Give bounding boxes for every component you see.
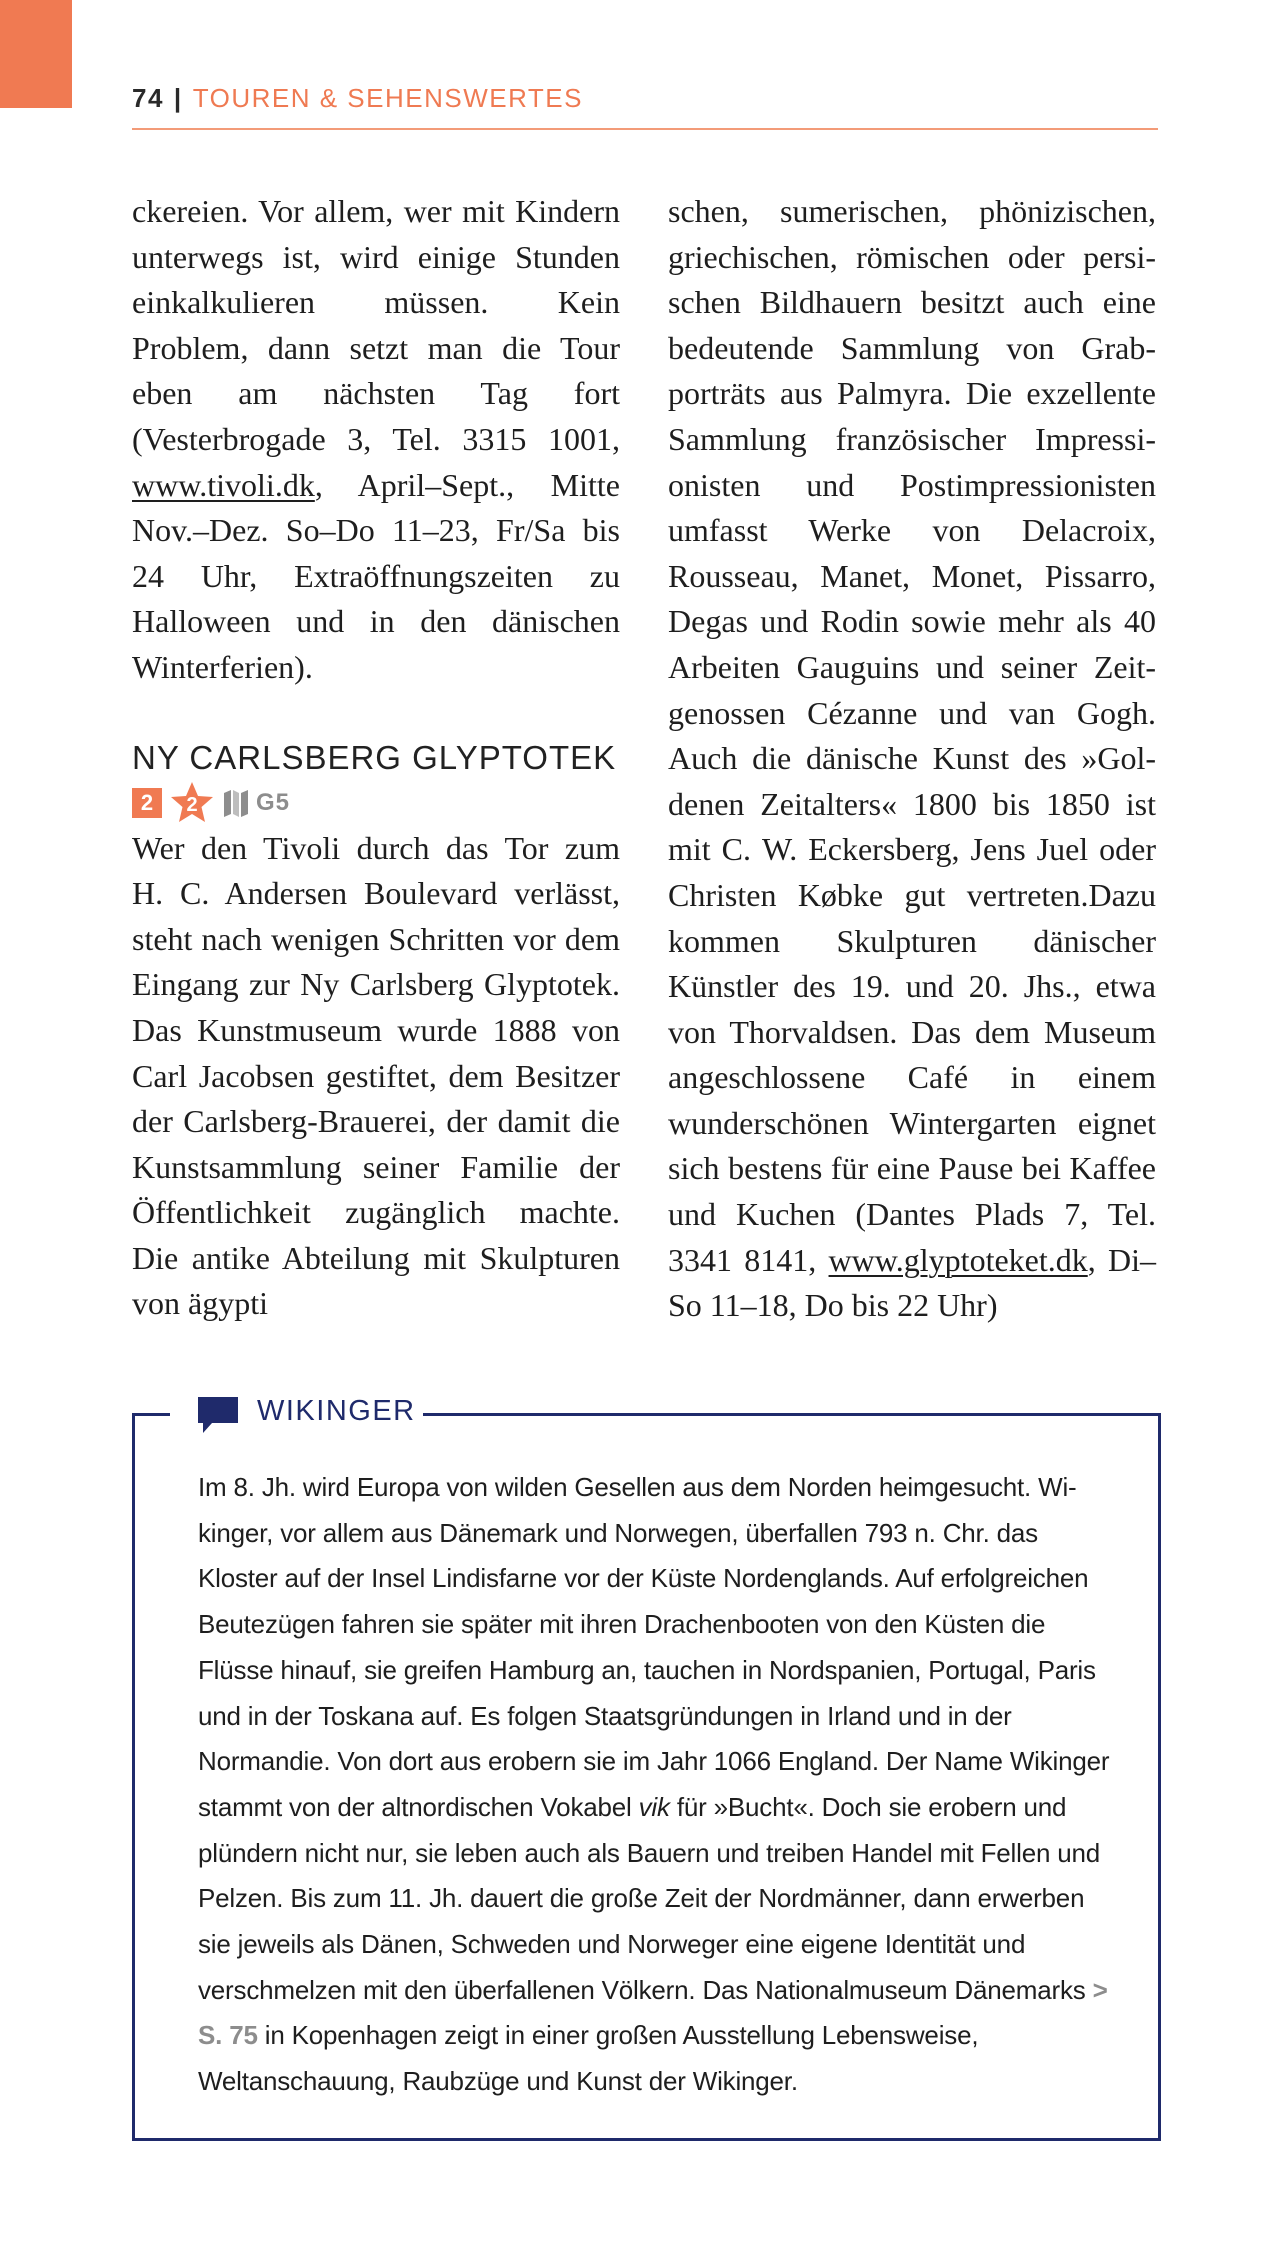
tivoli-text-after-link: , April–Sept., Mitte Nov.–Dez. So–Do 11–23, Fr/Sa bis 24 Uhr, Extraöffnungszeiten zu Halloween und in den dänischen Winterferien). — [132, 466, 620, 685]
section-heading: NY CARLSBERG GLYPTOTEK — [132, 738, 617, 776]
header-separator: | — [173, 83, 183, 113]
star-number: 2 — [186, 793, 198, 816]
page-reference-link[interactable]: > S. 75 — [198, 1974, 1108, 2051]
box-text-part-2: für »Bucht«. Doch sie erobern und plündern nicht nur, sie leben auch als Bauern und treiben Handel mit Fellen und Pelzen. Bis zum 11. Jh. dauert die große Zeit der Nordmänner, dann erwerben sie jeweils als Dänen, Schweden und Norweger eine eigene Identität und verschmelzen mit den überfallenen Völkern. Das Nationalmuseum Dänemarks — [198, 1791, 1101, 2005]
glyptotek-text-right — [668, 189, 1156, 1329]
section-label: TOUREN & SEHENSWERTES — [192, 83, 583, 113]
running-header — [132, 80, 1158, 130]
page-number: 74 — [132, 83, 164, 113]
wikinger-info-box — [132, 1395, 1161, 2141]
star-badge — [170, 781, 214, 825]
box-title: WIKINGER — [257, 1395, 416, 1427]
box-text-part-1: Im 8. Jh. wird Europa von wilden Gesellen aus dem Norden heimgesucht. Wikinger, vor allem aus Dänemark und Norwegen, überfallen 793 n. Chr. das Kloster auf der Insel Lindisfarne vor der Küste Nordenglands. Auf erfolgreichen Beutezügen fahren sie später mit ihren Drachenbooten von den Küsten die Flüsse hinauf, sie greifen Hamburg an, tauchen in Nordspanien, Portugal, Paris und in der Toskana auf. Es folgen Staatsgründungen in Irland und in der Normandie. Von dort aus erobern sie im Jahr 1066 England. Der Name Wikinger stammt von der altnordischen Vokabel — [198, 1472, 1110, 1822]
tivoli-text-before-link: ckereien. Vor allem, wer mit Kindern unterwegs ist, wird einige Stunden einkalkulieren müssen. Kein Problem, dann setzt man die Tour eben am nächsten Tag fort (Vesterbrogade 3, Tel. 3315 1001, — [132, 193, 620, 457]
left-column — [132, 189, 620, 1327]
box-border-top-right — [423, 1413, 1161, 1416]
rating-badge: 2 — [132, 788, 162, 818]
box-border-top-left — [132, 1413, 170, 1416]
right-column — [668, 189, 1156, 1329]
tivoli-link[interactable]: www.tivoli.dk — [132, 466, 315, 503]
box-text-italic: vik — [638, 1791, 670, 1822]
glyptotek-text-after-link: , Di–So 11–18, Do bis 22 Uhr) — [668, 1241, 1157, 1324]
header-text — [132, 80, 583, 116]
glyptotek-text-before-link: schen, sumerischen, phönizischen, griechischen, römischen oder persischen Bildhauern besitzt auch eine bedeutende Sammlung von Grabporträts aus Palmyra. Die exzellente Sammlung französischer Impressionisten und Postimpressionisten umfasst Werke von Delacroix, Rousseau, Manet, Monet, Pissarro, Degas und Rodin sowie mehr als 40 Arbeiten Gauguins und seiner Zeitgenossen Cézanne und van Gogh. Auch die dänische Kunst des »Goldenen Zeitalters« 1800 bis 1850 ist mit C. W. Eckersberg, Jens Juel oder Christen Købke gut vertreten.Dazu kommen Skulpturen dänischer Künstler des 19. und 20. Jhs., etwa von Thorvaldsen. Das dem Museum angeschlossene Café in einem wunderschönen Wintergarten eignet sich bestens für eine Pause bei Kaffee und Kuchen (Dantes Plads 7, Tel. 3341 8141, — [668, 193, 1156, 1278]
map-grid-reference: G5 — [256, 788, 291, 816]
speech-bubble-icon — [198, 1397, 238, 1435]
glyptotek-text-left: Wer den Tivoli durch das Tor zum H. C. Andersen Boulevard verlässt, steht nach wenigen Schritten vor dem Eingang zur Ny Carlsberg Glyptotek. Das Kunstmuseum wurde 1888 von Carl Jacobsen gestiftet, dem Besitzer der Carlsberg-Brauerei, der damit die Kunstsammlung seiner Familie der Öffentlichkeit zugänglich machte. Die antike Abteilung mit Skulpturen von ägypti — [132, 829, 620, 1322]
box-text — [198, 1465, 1118, 2105]
box-paragraph — [198, 1465, 1118, 2105]
glyptotek-link[interactable]: www.glyptoteket.dk — [828, 1241, 1088, 1278]
box-text-part-3: in Kopenhagen zeigt in einer großen Ausstellung Lebensweise, Weltanschauung, Raubzüge und Kunst der Wikinger. — [198, 2020, 979, 2097]
tivoli-continuation — [132, 189, 620, 691]
rating-row — [132, 780, 620, 826]
map-icon — [222, 788, 250, 818]
page-corner-tab — [0, 0, 72, 108]
